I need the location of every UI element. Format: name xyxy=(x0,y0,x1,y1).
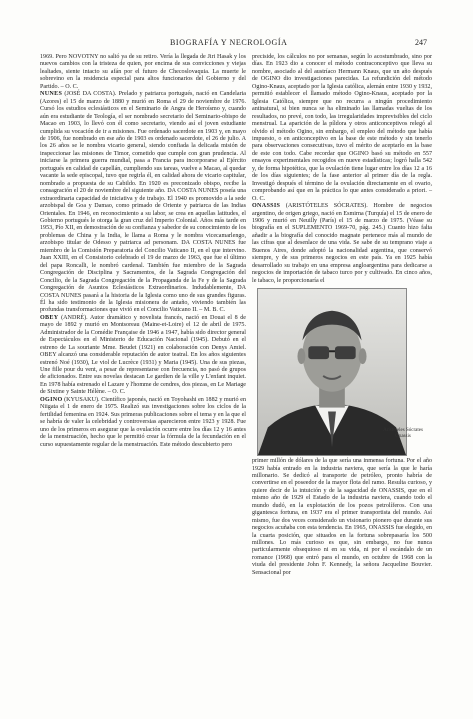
obey-entry xyxy=(40,315,246,397)
obey-fullname: (ANDRÉ). xyxy=(61,314,88,321)
running-title: BIOGRAFÍA Y NECROLOGÍA xyxy=(170,38,288,47)
nunes-fullname: (JOSÉ DA COSTA). xyxy=(64,91,117,98)
onassis-entry xyxy=(252,203,432,285)
ogino-text: Científico japonés, nació en Toyohashi en 1882 y murió en Niigata el 1 de enero de 1975. Realizó sus investigaciones sobre los ciclos de la fertilidad femenina en 1924. Sus primeras publicaciones sobre el tema y en la que el se habría de valer la celebridad y controversias aparecieron entre 1923 y 1928. Fue uno de los primeros en asegurar que la ovulación ocurre entre los días 12 y 16 antes de la menstruación, hecho que le permitió crear la fórmula de la fecundación en el curso supuestamente regular de la menstruación. Este método descubierto pero xyxy=(40,396,246,448)
onassis-fullname: (ARISTÓTELES SÓCRATES). xyxy=(285,203,368,210)
onassis-portrait xyxy=(252,288,432,458)
novotny-end-paragraph: 1969. Pero NOVOTNY no salió ya de su retiro. Vería la llegada de Jiri Hasak y los nuevos cambios con la tristeza de quien, por encima de sus convicciones y viejas lealtades, siente intacto su afán por el futuro de Checoslovaquia. La muerte le sobrevino en la residencia especial para altos funcionarios del Gobierno y del Partido. – O. C. xyxy=(40,54,246,90)
onassis-headword: ONASSIS xyxy=(252,203,281,210)
portrait-caption: Aristóteles Sócrates Onassis xyxy=(383,428,423,440)
left-column xyxy=(40,54,246,449)
onassis-text: Hombre de negocios argentino, de origen griego, nació en Esmirna (Turquía) el 15 de enero de 1906 y murió en Neuilly (París) el 15 de marzo de 1975. (Véase su biografía en el SUPLEMENTO 1969-70, pág. 245.) Cuanto hizo falta añadir a la biografía del conocido magnate pertenece más al mundo de las cifras que al desenlace de una vida. Se sabe de su temprano viaje a Buenos Aires, donde adoptó la nacionalidad argentina, que conservó siempre, y de sus primeros negocios en este país. Ya en 1925 había desarrollado su trabajo en una empresa angloargentina para dedicarse a negocios de importación de tabaco turco por y cultivado. En cinco años, le tabaco, le proporcionaría el xyxy=(252,203,433,284)
onassis-continuation: primer millón de dólares de la que sería una inmensa fortuna. Por el año 1929 había entrado en la industria naviera, que sería la que le haría millonario. Se dedicó al transporte de petróleo, pronto habría de convertirse en el poseedor de la mayor flota del ramo. Resulta curioso, y quiere decir de la intuición y de la sagacidad de ONASSIS, que en el mismo año de 1929 el Estado de la industria naviera, cuando todo el mundo dudó, en la explotación de los pozos petrolíferos. Con una gigantesca fortuna, en 1937 era el primer transportista del mundo. Así mismo, fue dos veces considerado un visionario pionero que durante sus negocios acuñaba con esta tendencia. En 1965, ONASSIS fue elegido, en la cuarta posición, que situados en la fortuna sobrepasaría los 500 millones. Lo más curioso es que, sin embargo, no fue nunca particularmente obsequioso ni en su vida, ni por el escándalo de un romance (1968) que entró para el mundo, en octubre de 1968 con la viuda del presidente John F. Kennedy, la señora Jacqueline Bouvier. Sensacional por xyxy=(252,458,432,576)
nunes-headword: NUNES xyxy=(40,91,63,98)
ogino-continuation: preciside, los cálculos no por semanas, según lo acostumbrado, sino por días. En 1923 dio a conocer el método contraconceptivo que lleva su nombre, asociado al del austríaco Hermann Knaus, que un año después de OGINO dio investigaciones parecidas. La refundición del método Ogino-Knaus, aceptado por la Iglesia católica, alemán entre 1930 y 1932, permitió establecer el llamado método Ogino-Knaus, aceptado por la Iglesia Católica, siempre que no recurra a ningún procedimiento antinatural, si bien nunca se ha eliminado las llamadas vueltas de los resultados, no prevé, con todo, las irregularidades imprevisibles del ciclo menstrual. La aparición de la píldora y otros anticonceptivos relegó al olvido el método Ogino, sin embargo, el empleo del método que había impuesto, o en anticonceptivo en la base de este método y sin tenerlo para observaciones consecutivas, tuvo el mérito de aceptarlo en la base de este con todo. Cabe recordar que OGINO basó su método en 557 ensayos experimentales recogidos en nueve estadísticas; logró halla 542 y, de forma hipotética, que la ovulación tiene lugar entre los días 12 a 16 de los días siguientes; de la fase anterior al primer día de la regla. Investigó después el término de la ovulación directamente en el ovario, comprobando así que en la práctica lo que antes considerado a priori. – O. C. xyxy=(252,54,432,202)
page-number: 247 xyxy=(415,38,427,47)
ogino-headword: OGINO xyxy=(40,396,63,403)
ogino-fullname: (KYUSAKU). xyxy=(64,396,100,403)
right-column xyxy=(252,54,432,577)
obey-headword: OBEY xyxy=(40,314,59,321)
obey-text: Autor dramático y novelista francés, nació en Douai el 8 de mayo de 1892 y murió en Montsoreau (Maine-et-Loire) el 12 de abril de 1975. Administrador de la Comédie Française de 1946 a 1947, había sido director general de Espectáculos en el Ministerio de Educación Nacional (1945). Debutó en el estreno de La souriante Mme. Beudet (1921) en colaboración con Denys Amiel. OBEY alcanzó una considerable reputación de autor teatral. En los años siguientes estrenó Noé (1930), Le viol de Lucrèce (1931) y Maria (1945). Una de sus piezas, Une fille pour du vent, a pesar de representarse con frecuencia, no pasó de grupos de aficionados. Entre sus novelas destacan Le gardien de la ville y L'enfant inquiet. En 1978 había estrenado el Lazare y l'homme de cendres, dos piezas, en Le Mariage de Sixtine y Sainte Hélène. – O. C. xyxy=(40,314,246,396)
running-head xyxy=(0,38,473,52)
ogino-entry xyxy=(40,397,246,449)
nunes-entry xyxy=(40,91,246,315)
nunes-text: Prelado y patriarca portugués, nació en Candelaria (Azores) el 15 de marzo de 1880 y murió en Roma el 29 de noviembre de 1976. Cursó los estudios eclesiásticos en el Seminario de Angra de Heroísmo y, cuando aún era estudiante de Teología, el ser nombrado secretario del Seminario-obispo de Macao en 1903, lo llevó con él como secretario, viendo así el joven estudiante cumplida su vocación de ir a misiones. Fue ordenado sacerdote en 1903 y, en mayo de 1906, fue nombrado en ese año de 1903 es ordenado sacerdote, el 26 de julio. A los 26 años se le nombra vicario general, siendo confiada la delicada misión de inspeccionar las misiones de Timor, cometido que cumple con gran prudencia. Al iniciarse la primera guerra mundial, pasa a Francia para incorporarse al Ejército portugués en calidad de capellán, cumpliendo sus tareas, vuelve a Macao, al quedar vacante la sede episcopal, tuvo que regirla él, en calidad ahora de vicario capitular, nombrado a propuesta de su Cabildo. En 1920 es preconizado obispo, recibe la consagración el 20 de noviembre del siguiente año. DA COSTA NUNES poseía una extraordinaria capacidad de iniciativa y de trabajo. El 1940 es promovido a la sede arzobispal de Goa y Damao, como primado de Oriente y patriarca de las Indias Orientales. En 1946, en reconocimiento a su labor, se crea en aquellas latitudes, el Gobierno portugués le otorga la gran cruz del Imperio Colonial. Años más tarde en 1953, Pío XII, en demostración de su confianza y sabedor de su conocimiento de los problemas de China y la India, le llama a Roma y le nombra vicecamarlengo, arzobispo titular de Odesso y patriarca ad personam. DA COSTA NUNES fue miembro de la Comisión Preparatoria del Concilio Vaticano II, en el que intervino. Juan XXIII, en el Consistorio celebrado el 19 de marzo de 1963, que fue el último del papa Roncalli, le nombró cardenal. También fue miembro de la Sagrada Congregación de Disciplina y Sacramentos, de la Sagrada Congregación del Concilio, de la Sagrada Congregación de la Propaganda de la Fe y de la Sagrada Congregación de Asuntos Eclesiásticos Extraordinarios. Indudablemente, DA COSTA NUNES pasará a la historia de la Iglesia como uno de sus grandes figuras. Él ha sido testimonio de la Iglesia misionera de antaño, viviendo también las profundas transformaciones que vivió en el Concilio Vaticano II. – M. B. C. xyxy=(40,91,247,314)
